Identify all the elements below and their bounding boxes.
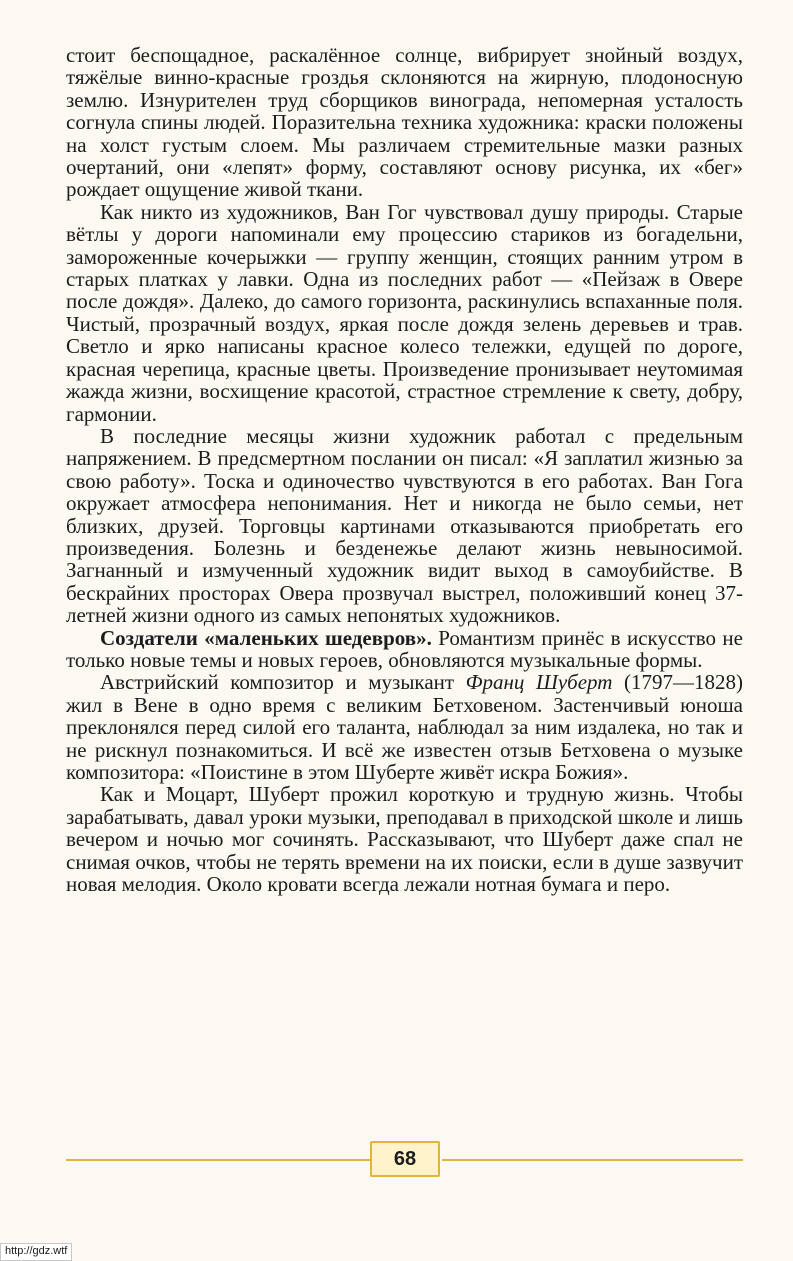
paragraph-2: Как никто из художников, Ван Гог чувствовал душу природы. Старые вётлы у дороги напоминали ему процессию стариков из богадельни, замороженные кочерыжки — группу женщин, стоящих ранним утром в старых платках у лавки. Одна из последних работ — «Пейзаж в Овере после дождя». Далеко, до самого горизонта, раскинулись вспаханные поля. Чистый, прозрачный воздух, яркая после дождя зелень деревьев и трав. Светло и ярко написаны красное колесо тележки, едущей по дороге, красная черепица, красные цветы. Произведение пронизывает неутомимая жажда жизни, восхищение красотой, страстное стремление к свету, добру, гармонии.: [66, 199, 743, 426]
paragraph-6: Как и Моцарт, Шуберт прожил короткую и трудную жизнь. Чтобы зарабатывать, давал уроки музыки, преподавал в приходской школе и лишь вечером и ночью мог сочинять. Рассказывают, что Шуберт даже спал не снимая очков, чтобы не терять времени на их поиски, если в душе зазвучит новая мелодия. Около кровати всегда лежали нотная бумага и перо.: [66, 782, 743, 897]
body-text: [66, 44, 743, 895]
paragraph-1: стоит беспощадное, раскалённое солнце, вибрирует знойный воздух, тяжёлые винно-красные гроздья склоняются на жирную, плодоносную землю. Изнурителен труд сборщиков винограда, непомерная усталость согнула спины людей. Поразительна техника художника: краски положены на холст густым слоем. Мы различаем стремительные мазки разных очертаний, они «лепят» форму, составляют основу рисунка, их «бег» рождает ощущение живой ткани.: [66, 43, 743, 202]
footer-rule-right: [442, 1159, 743, 1161]
person-name: Франц Шуберт: [465, 670, 613, 695]
paragraph-3: В последние месяцы жизни художник работал с предельным напряжением. В предсмертном послании он писал: «Я заплатил жизнью за свою работу». Тоска и одиночество чувствуются в его работах. Ван Гога окружает атмосфера непонимания. Нет и никогда не было семьи, нет близких, друзей. Торговцы картинами отказываются приобретать его произведения. Болезнь и безденежье делают жизнь невыносимой. Загнанный и измученный художник видит выход в самоубийстве. В бескрайних просторах Овера прозвучал выстрел, положивший конец 37-летней жизни одного из самых непонятых художников.: [66, 423, 743, 628]
paragraph-5: Австрийский композитор и музыкант Франц Шуберт (1797—1828) жил в Вене в одно время с великим Бетховеном. Застенчивый юноша преклонялся перед силой его таланта, наблюдал за ним издалека, но так и не рискнул познакомиться. И всё же известен отзыв Бетховена о музыке композитора: «Поистине в этом Шуберте живёт искра Божия».: [66, 670, 743, 784]
page-footer: [66, 1141, 743, 1179]
footer-rule-left: [66, 1159, 370, 1161]
section-heading: Создатели «маленьких шедевров».: [100, 625, 432, 650]
paragraph-4: Создатели «маленьких шедевров». Романтизм принёс в искусство не только новые темы и новых героев, обновляются музыкальные формы.: [66, 625, 743, 672]
source-watermark: http://gdz.wtf: [0, 1243, 72, 1261]
page-number: 68: [370, 1141, 440, 1177]
